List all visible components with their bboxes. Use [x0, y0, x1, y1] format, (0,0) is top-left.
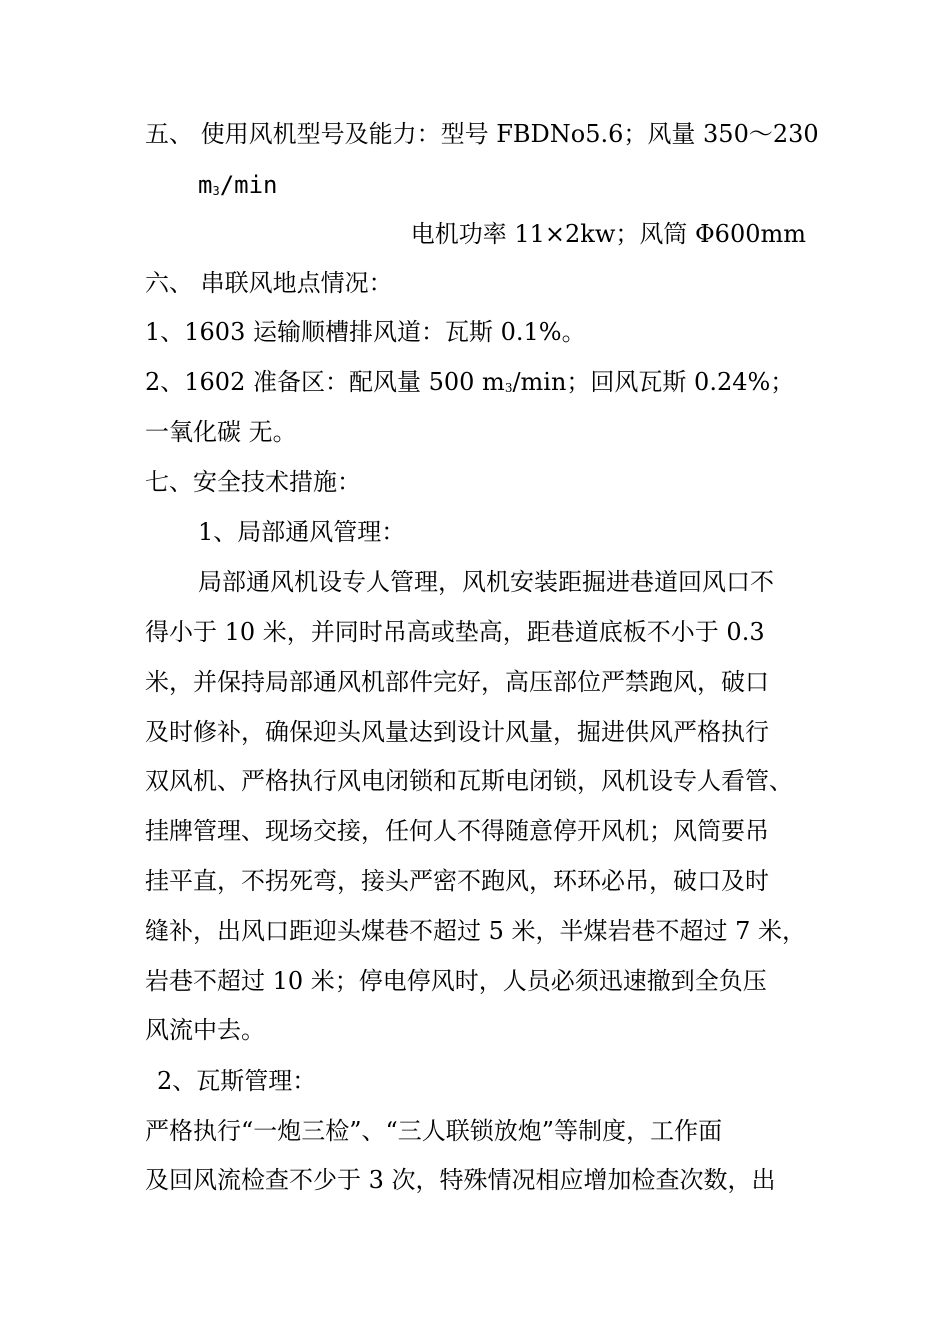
unit-m: m [198, 171, 213, 199]
paragraph-line: 挂平直，不拐死弯，接头严密不跑风，环环必吊，破口及时 [145, 867, 769, 895]
section7-sub1-heading: 1、局部通风管理： [198, 518, 406, 546]
section7-heading: 七、安全技术措施： [145, 468, 361, 496]
paragraph-line: 严格执行“一炮三检”、“三人联锁放炮”等制度，工作面 [145, 1117, 723, 1145]
section5-airflow-unit [198, 170, 868, 200]
section6-heading: 六、 串联风地点情况： [145, 269, 393, 297]
paragraph-line: 双风机、严格执行风电闭锁和瓦斯电闭锁，风机设专人看管、 [145, 767, 793, 795]
paragraph-line: 缝补，出风口距迎头煤巷不超过 5 米，半煤岩巷不超过 7 米， [145, 917, 807, 945]
paragraph-line: 及回风流检查不少于 3 次，特殊情况相应增加检查次数，出 [145, 1166, 776, 1194]
paragraph-line: 得小于 10 米，并同时吊高或垫高，距巷道底板不小于 0.3 [145, 618, 765, 646]
paragraph-line: 及时修补，确保迎头风量达到设计风量，掘进供风严格执行 [145, 718, 769, 746]
section5-line1: 五、 使用风机型号及能力：型号 FBDNo5.6；风量 350～230 [145, 120, 819, 148]
paragraph-line: 挂牌管理、现场交接，任何人不得随意停开风机；风筒要吊 [145, 817, 769, 845]
item2-sub: 3 [504, 381, 513, 395]
section7-sub2-heading: 2、瓦斯管理： [157, 1067, 317, 1095]
paragraph-line: 岩巷不超过 10 米；停电停风时，人员必须迅速撤到全负压 [145, 967, 767, 995]
section6-item2-cont: 一氧化碳 无。 [145, 418, 297, 446]
section6-item1: 1、1603 运输顺槽排风道：瓦斯 0.1%。 [145, 318, 586, 346]
item2-pre: 2、1602 准备区：配风量 500 m [145, 368, 505, 396]
paragraph-line: 风流中去。 [145, 1016, 265, 1044]
section5-motor-power: 电机功率 11×2kw；风筒 Φ600mm [410, 220, 806, 248]
unit-sub: 3 [212, 184, 220, 198]
item2-post: /min；回风瓦斯 0.24%； [512, 368, 795, 396]
paragraph-line: 米，并保持局部通风机部件完好，高压部位严禁跑风，破口 [145, 668, 769, 696]
section6-item2 [145, 367, 815, 397]
paragraph-line: 局部通风机设专人管理，风机安装距掘进巷道回风口不 [198, 568, 774, 596]
unit-per-min: /min [219, 171, 278, 199]
